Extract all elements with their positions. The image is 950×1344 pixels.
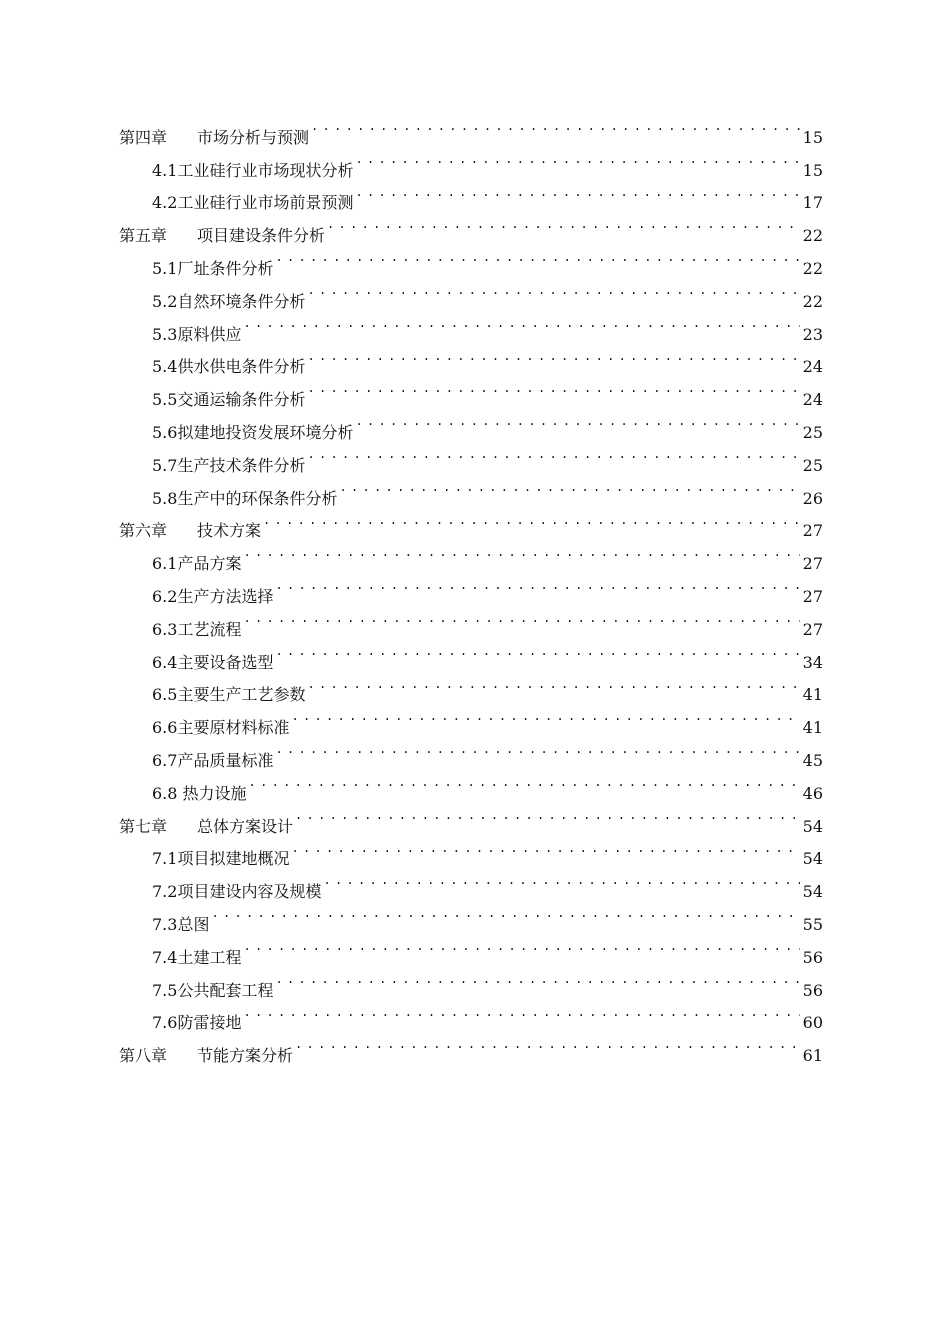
dot-leader <box>247 766 800 799</box>
dot-leader <box>305 340 799 373</box>
toc-entry-title: 6.3工艺流程 <box>152 619 242 639</box>
toc-page-number: 25 <box>802 422 823 442</box>
dot-leader <box>321 864 799 897</box>
toc-entry-title: 7.4土建工程 <box>152 947 242 967</box>
toc-page-number: 22 <box>802 291 823 311</box>
toc-page-number: 60 <box>802 1013 823 1033</box>
toc-entry-title: 6.2生产方法选择 <box>152 586 274 606</box>
dot-leader <box>337 471 799 504</box>
toc-page-number: 56 <box>802 947 823 967</box>
toc-chapter-number: 第六章 <box>119 521 168 541</box>
dot-leader <box>305 438 799 471</box>
toc-page-number: 54 <box>802 816 823 836</box>
toc-entry-title: 7.2项目建设内容及规模 <box>152 882 322 902</box>
dot-leader <box>273 733 799 766</box>
toc-chapter-title: 市场分析与预测 <box>197 127 310 147</box>
toc-entry-title: 6.4主要设备选型 <box>152 652 274 672</box>
toc-entry-title: 6.8 热力设施 <box>152 783 247 803</box>
toc-page-number: 27 <box>802 586 823 606</box>
dot-leader <box>273 569 799 602</box>
toc-chapter-entry[interactable] <box>119 110 823 147</box>
dot-leader <box>325 208 800 241</box>
toc-chapter-title: 项目建设条件分析 <box>197 226 326 246</box>
dot-leader <box>273 635 799 668</box>
toc-page-number: 23 <box>802 324 823 344</box>
toc-entry-title: 4.1工业硅行业市场现状分析 <box>152 160 354 180</box>
toc-chapter-number: 第五章 <box>119 226 168 246</box>
toc-page-number: 22 <box>802 226 823 246</box>
toc-entry-title: 7.3总图 <box>152 914 210 934</box>
dot-leader <box>293 799 800 832</box>
toc-page-number: 46 <box>802 783 823 803</box>
dot-leader <box>273 241 799 274</box>
toc-entry-title: 5.6拟建地投资发展环境分析 <box>152 422 354 442</box>
dot-leader <box>261 504 800 537</box>
dot-leader <box>305 668 799 701</box>
toc-entry-title: 5.5交通运输条件分析 <box>152 390 306 410</box>
toc-section-entry[interactable] <box>119 930 823 967</box>
toc-chapter-title: 节能方案分析 <box>197 1046 294 1066</box>
toc-page-number: 34 <box>802 652 823 672</box>
toc-chapter-title: 总体方案设计 <box>197 816 294 836</box>
toc-page-number: 24 <box>802 357 823 377</box>
dot-leader <box>209 897 799 930</box>
toc-section-entry[interactable] <box>119 897 823 934</box>
toc-page-number: 27 <box>802 619 823 639</box>
toc-page-number: 15 <box>802 127 823 147</box>
toc-page-number: 54 <box>802 882 823 902</box>
toc-page-number: 41 <box>802 718 823 738</box>
toc-page-number: 56 <box>802 980 823 1000</box>
toc-entry-title: 6.6主要原材料标准 <box>152 718 290 738</box>
toc-entry-title: 6.1产品方案 <box>152 554 242 574</box>
dot-leader <box>289 700 799 733</box>
toc-page-number: 27 <box>802 521 823 541</box>
toc-page-number: 22 <box>802 258 823 278</box>
toc-entry-title: 6.5主要生产工艺参数 <box>152 685 306 705</box>
toc-page-number: 26 <box>802 488 823 508</box>
toc-page-number: 55 <box>802 914 823 934</box>
dot-leader <box>289 832 799 865</box>
toc-page-number: 24 <box>802 390 823 410</box>
toc-entry-title <box>119 122 309 155</box>
toc-chapter-number: 第四章 <box>119 127 168 147</box>
dot-leader <box>353 405 799 438</box>
dot-leader <box>241 930 799 963</box>
dot-leader <box>305 372 799 405</box>
toc-entry-title <box>119 811 293 844</box>
toc-entry-title: 5.4供水供电条件分析 <box>152 357 306 377</box>
toc-page-number: 45 <box>802 750 823 770</box>
toc-entry-title: 5.1厂址条件分析 <box>152 258 274 278</box>
toc-entry-title <box>119 515 261 548</box>
toc-entry-title: 7.1项目拟建地概况 <box>152 849 290 869</box>
toc-entry-title: 5.7生产技术条件分析 <box>152 455 306 475</box>
toc-entry-title: 5.3原料供应 <box>152 324 242 344</box>
toc-page-number: 15 <box>802 160 823 180</box>
dot-leader <box>241 536 799 569</box>
toc-entry-title <box>119 1040 293 1073</box>
toc-page-number: 41 <box>802 685 823 705</box>
toc-chapter-number: 第八章 <box>119 1046 168 1066</box>
toc-entry-title: 6.7产品质量标准 <box>152 750 274 770</box>
toc-entry-title: 7.5公共配套工程 <box>152 980 274 1000</box>
dot-leader <box>293 1028 800 1061</box>
dot-leader <box>241 307 799 340</box>
toc-chapter-number: 第七章 <box>119 816 168 836</box>
dot-leader <box>241 602 799 635</box>
toc-page-number: 61 <box>802 1046 823 1066</box>
table-of-contents <box>119 110 823 1066</box>
dot-leader <box>241 996 799 1029</box>
toc-entry-title: 7.6防雷接地 <box>152 1013 242 1033</box>
toc-page-number: 25 <box>802 455 823 475</box>
toc-chapter-title: 技术方案 <box>197 521 262 541</box>
dot-leader <box>353 143 799 176</box>
toc-entry-title: 5.2自然环境条件分析 <box>152 291 306 311</box>
toc-page-number: 54 <box>802 849 823 869</box>
dot-leader <box>305 274 799 307</box>
dot-leader <box>309 110 800 143</box>
dot-leader <box>353 176 799 209</box>
toc-page-number: 17 <box>802 193 823 213</box>
toc-page-number: 27 <box>802 554 823 574</box>
toc-entry-title: 4.2工业硅行业市场前景预测 <box>152 193 354 213</box>
dot-leader <box>273 963 799 996</box>
toc-entry-title: 5.8生产中的环保条件分析 <box>152 488 338 508</box>
